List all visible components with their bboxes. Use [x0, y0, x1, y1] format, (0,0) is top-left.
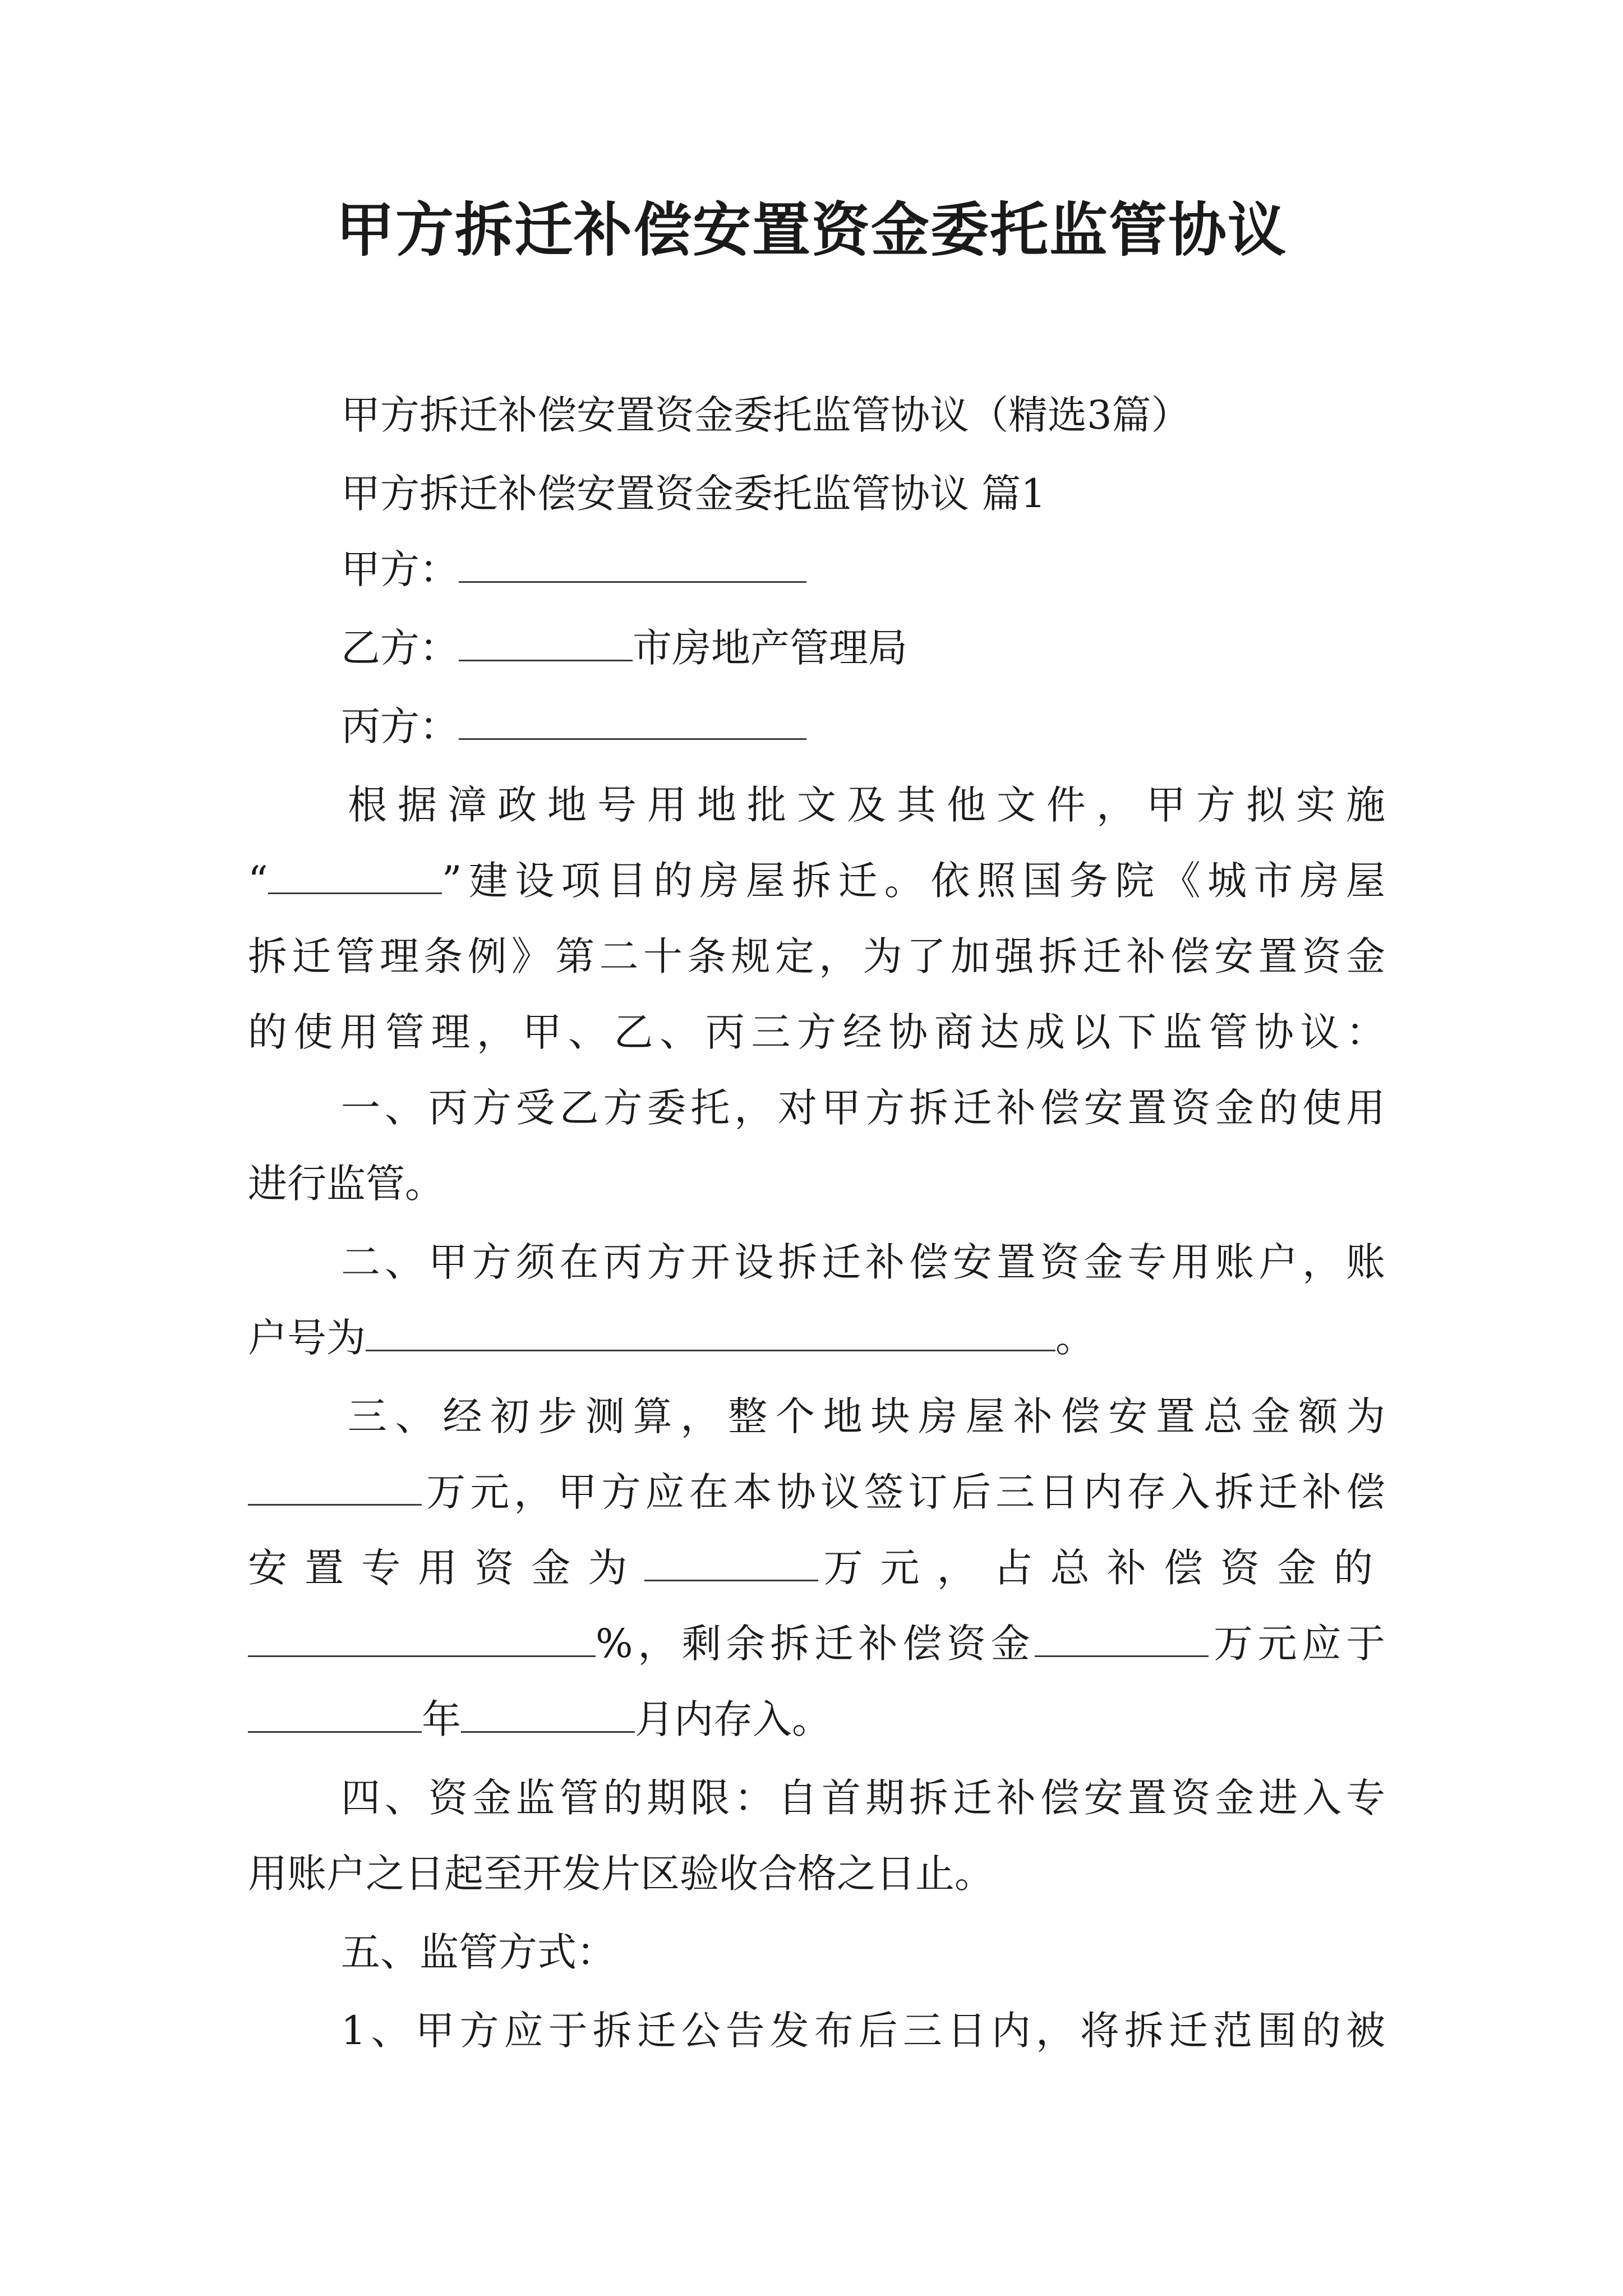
- clause-3-line-2-text: 万元，甲方应在本协议签订后三日内存入拆迁补偿: [422, 1469, 1385, 1515]
- party-a-line: [341, 541, 1478, 597]
- clause-3-line-5: [248, 1691, 1385, 1747]
- document-title: 甲方拆迁补偿安置资金委托监管协议: [335, 195, 1287, 264]
- intro-line-2-text: ”建设项目的房屋拆迁。依照国务院《城市房屋: [441, 858, 1385, 904]
- party-b-blank: [459, 620, 633, 661]
- clause-5-item-1-line-1: 1、甲方应于拆迁公告发布后三日内，将拆迁范围的被: [341, 2008, 1385, 2054]
- party-b-name: 市房地产管理局: [633, 625, 907, 671]
- article-heading: 甲方拆迁补偿安置资金委托监管协议 篇1: [341, 471, 1046, 517]
- month-blank: [461, 1692, 635, 1733]
- clause-2-line-2: [248, 1310, 1385, 1366]
- party-c-line: [341, 698, 1478, 754]
- year-blank: [248, 1692, 422, 1733]
- clause-3-line-4: [248, 1616, 1385, 1672]
- party-b-label: 乙方：: [341, 625, 459, 671]
- clause-2-suffix: 。: [1055, 1315, 1095, 1361]
- intro-line-2: [248, 853, 1385, 909]
- clause-3-line-3-suffix: 万元，占总补偿资金的: [818, 1545, 1386, 1591]
- clause-1-line-2: 进行监管。: [248, 1161, 444, 1207]
- party-a-blank: [459, 542, 806, 583]
- clause-3-year-label: 年: [422, 1696, 461, 1742]
- clause-3-line-4-mid: %，剩余拆迁补偿资金: [596, 1621, 1035, 1667]
- clause-3-line-3-prefix: 安置专用资金为: [248, 1545, 645, 1591]
- party-c-label: 丙方：: [341, 703, 459, 749]
- clause-5-heading: 五、监管方式：: [341, 1929, 616, 1975]
- clause-4-line-1: 四、资金监管的期限：自首期拆迁补偿安置资金进入专: [341, 1775, 1385, 1821]
- clause-3-line-3: [248, 1540, 1385, 1596]
- clause-2-line-1: 二、甲方须在丙方开设拆迁补偿安置资金专用账户，账: [341, 1239, 1385, 1285]
- party-a-label: 甲方：: [341, 546, 459, 592]
- clause-3-line-4-suffix: 万元应于: [1209, 1621, 1386, 1667]
- intro-line-1: 根据漳政地号用地批文及其他文件，甲方拟实施: [348, 782, 1385, 828]
- document-subtitle: 甲方拆迁补偿安置资金委托监管协议（精选3篇）: [341, 392, 1191, 438]
- party-b-line: [341, 620, 1478, 676]
- remaining-amount-blank: [1035, 1616, 1209, 1657]
- intro-line-4: 的使用管理，甲、乙、丙三方经协商达成以下监管协议：: [248, 1009, 1385, 1055]
- first-deposit-blank: [644, 1540, 818, 1581]
- intro-open-quote: “: [248, 858, 268, 904]
- percentage-blank: [248, 1616, 596, 1657]
- account-number-blank: [366, 1310, 1055, 1351]
- clause-1-line-1: 一、丙方受乙方委托，对甲方拆迁补偿安置资金的使用: [341, 1085, 1385, 1131]
- clause-3-line-2: [248, 1464, 1385, 1520]
- total-amount-blank: [248, 1465, 422, 1506]
- clause-2-prefix: 户号为: [248, 1315, 366, 1361]
- intro-line-3: 拆迁管理条例》第二十条规定，为了加强拆迁补偿安置资金: [248, 933, 1385, 979]
- clause-3-line-5-suffix: 月内存入。: [635, 1696, 831, 1742]
- party-c-blank: [459, 699, 806, 740]
- clause-4-line-2: 用账户之日起至开发片区验收合格之日止。: [248, 1851, 994, 1897]
- project-name-blank: [268, 853, 442, 894]
- clause-3-line-1: 三、经初步测算，整个地块房屋补偿安置总金额为: [348, 1393, 1385, 1439]
